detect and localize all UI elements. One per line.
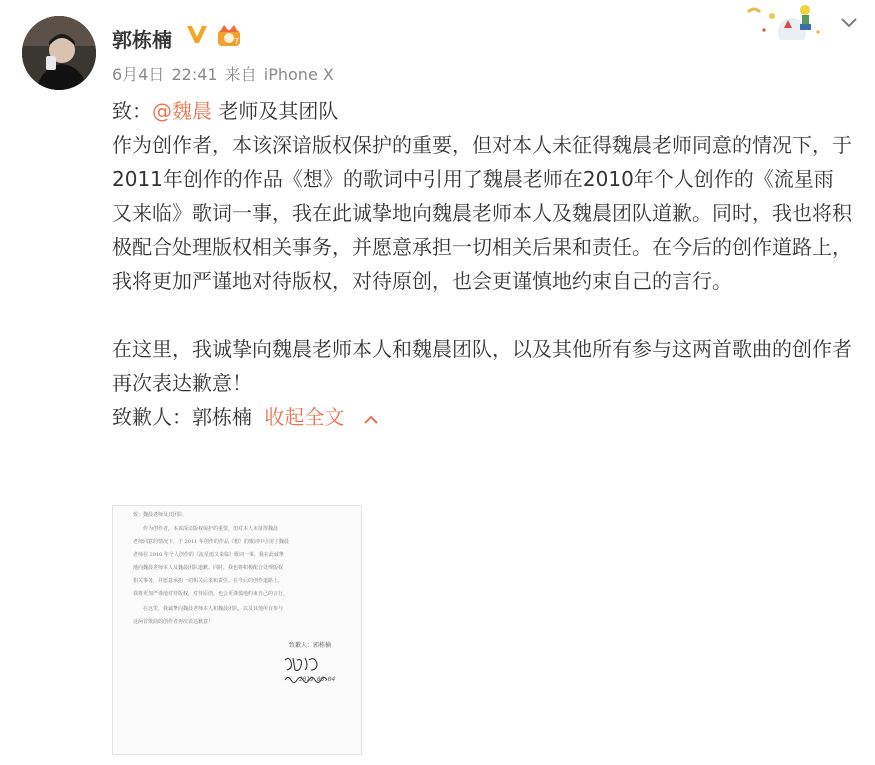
crown-member-icon[interactable] [216, 22, 242, 48]
letter-line: 我将更加严谨地对待版权，对待原创，也会更谨慎地约束自己的言行。 [133, 591, 289, 597]
letter-line: 老师在 2010 年个人创作的《流星雨又来临》歌词一事，我在此诚挚 [133, 552, 284, 558]
greeting-suffix: 老师及其团队 [212, 99, 339, 123]
mention-link[interactable]: @魏晨 [152, 99, 212, 123]
apology-letter-image[interactable] [112, 505, 362, 755]
greeting-prefix: 致： [112, 99, 152, 123]
collapse-full-text-button[interactable] [264, 405, 378, 429]
svg-text:7: 7 [234, 37, 240, 46]
letter-line: 在这里，我诚挚向魏晨老师本人和魏晨团队，以及其他所有参与 [143, 606, 284, 612]
username[interactable]: 郭栋楠 [112, 28, 172, 52]
letter-signer: 致歉人：郭栋楠 [289, 642, 332, 649]
post-date[interactable]: 6月4日 [112, 65, 165, 84]
post-greeting [112, 94, 852, 128]
letter-date: 2019.06.04 [299, 676, 336, 683]
post-meta [112, 62, 336, 85]
card-decoration-illustration [742, 2, 830, 40]
more-menu-chevron-icon[interactable] [838, 12, 860, 34]
chevron-up-icon [363, 413, 379, 425]
post-content [112, 94, 852, 434]
letter-line: 致：魏晨老师及其团队 [133, 512, 184, 518]
letter-line: 这两首歌曲的创作者再次表达歉意！ [133, 619, 214, 625]
post-paragraph-1: 作为创作者，本该深谙版权保护的重要，但对本人未征得魏晨老师同意的情况下，于2011年创作的作品《想》的歌词中引用了魏晨老师在2010年个人创作的《流星雨又来临》歌词一事，我在此诚挚地向魏晨老师本人及魏晨团队道歉。同时，我也将积极配合处理版权相关事务，并愿意承担一切相关后果和责任。在今后的创作道路上，我将更加严谨地对待版权，对待原创，也会更谨慎地约束自己的言行。 [112, 133, 852, 293]
collapse-label: 收起全文 [264, 405, 345, 429]
letter-line: 相关事务，并愿意承担一切相关后果和责任。在今后的创作道路上， [133, 578, 284, 584]
letter-line: 老师同意的情况下，于 2011 年创作的作品《想》的歌词中引用了魏晨 [133, 539, 289, 545]
letter-line: 地向魏晨老师本人及魏晨团队道歉。同时，我也将积极配合处理版权 [133, 565, 284, 571]
avatar[interactable] [22, 16, 96, 90]
letter-line: 作为创作者，本该深谙版权保护的重要，但对本人未征得魏晨 [143, 526, 279, 532]
post-source: iPhone X [263, 65, 334, 84]
verified-v-icon [185, 22, 209, 46]
post-paragraph-2: 在这里，我诚挚向魏晨老师本人和魏晨团队，以及其他所有参与这两首歌曲的创作者再次表达歉意！ [112, 337, 852, 395]
source-prefix: 来自 [224, 65, 257, 84]
post-time[interactable]: 22:41 [171, 65, 218, 84]
signoff-line [112, 400, 852, 434]
signoff-text: 致歉人：郭栋楠 [112, 405, 252, 429]
